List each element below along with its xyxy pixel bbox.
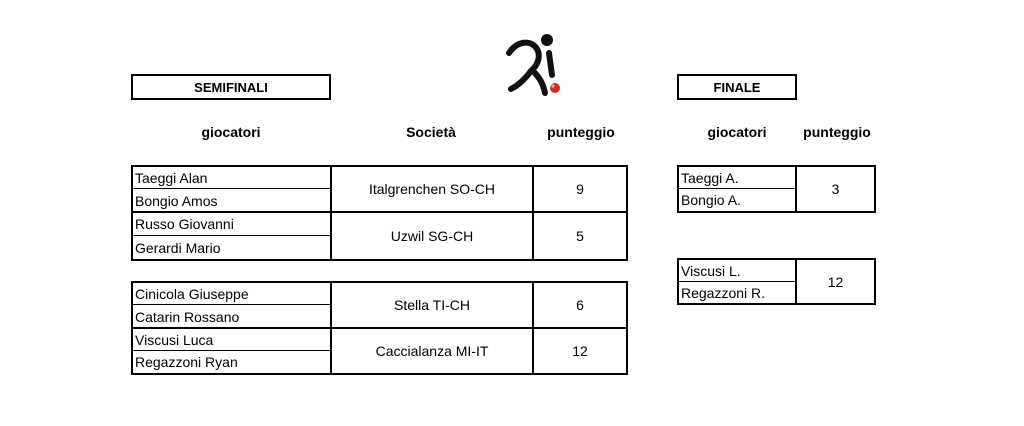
player-name: Viscusi L.	[681, 262, 741, 279]
score: 12	[572, 343, 588, 359]
player-name: Gerardi Mario	[135, 239, 221, 256]
player-name: Cinicola Giuseppe	[135, 285, 249, 302]
finale-title	[677, 74, 797, 100]
player-name: Taeggi Alan	[135, 169, 208, 186]
player-name: Bongio Amos	[135, 192, 218, 209]
score: 9	[576, 181, 584, 197]
player-name: Catarin Rossano	[135, 308, 240, 325]
score: 12	[827, 273, 844, 290]
divider	[131, 304, 331, 305]
header-punteggio: punteggio	[547, 124, 615, 140]
player-name: Russo Giovanni	[135, 216, 234, 232]
club-name: Uzwil SG-CH	[390, 228, 474, 244]
header-giocatori: giocatori	[201, 124, 261, 140]
header-societa: Società	[406, 124, 456, 140]
player-name: Bongio A.	[681, 192, 741, 208]
player-name: Regazzoni R.	[681, 284, 766, 301]
score: 6	[576, 297, 584, 313]
semifinali-title-text: SEMIFINALI	[194, 79, 268, 95]
player-name: Taeggi A.	[681, 169, 739, 186]
finale-header-giocatori: giocatori	[707, 124, 767, 140]
player-name: Regazzoni Ryan	[135, 354, 238, 370]
finale-header-punteggio: punteggio	[803, 124, 871, 140]
club-name: Italgrenchen SO-CH	[368, 181, 496, 197]
score: 3	[831, 181, 840, 197]
divider	[131, 188, 331, 189]
semifinali-title	[131, 74, 331, 100]
club-name: Caccialanza MI-IT	[375, 343, 489, 359]
finale-title-text: FINALE	[713, 79, 761, 95]
club-name: Stella TI-CH	[394, 297, 470, 313]
bocce-player-logo	[503, 31, 567, 99]
player-name: Viscusi Luca	[135, 331, 214, 348]
score: 5	[576, 228, 584, 244]
